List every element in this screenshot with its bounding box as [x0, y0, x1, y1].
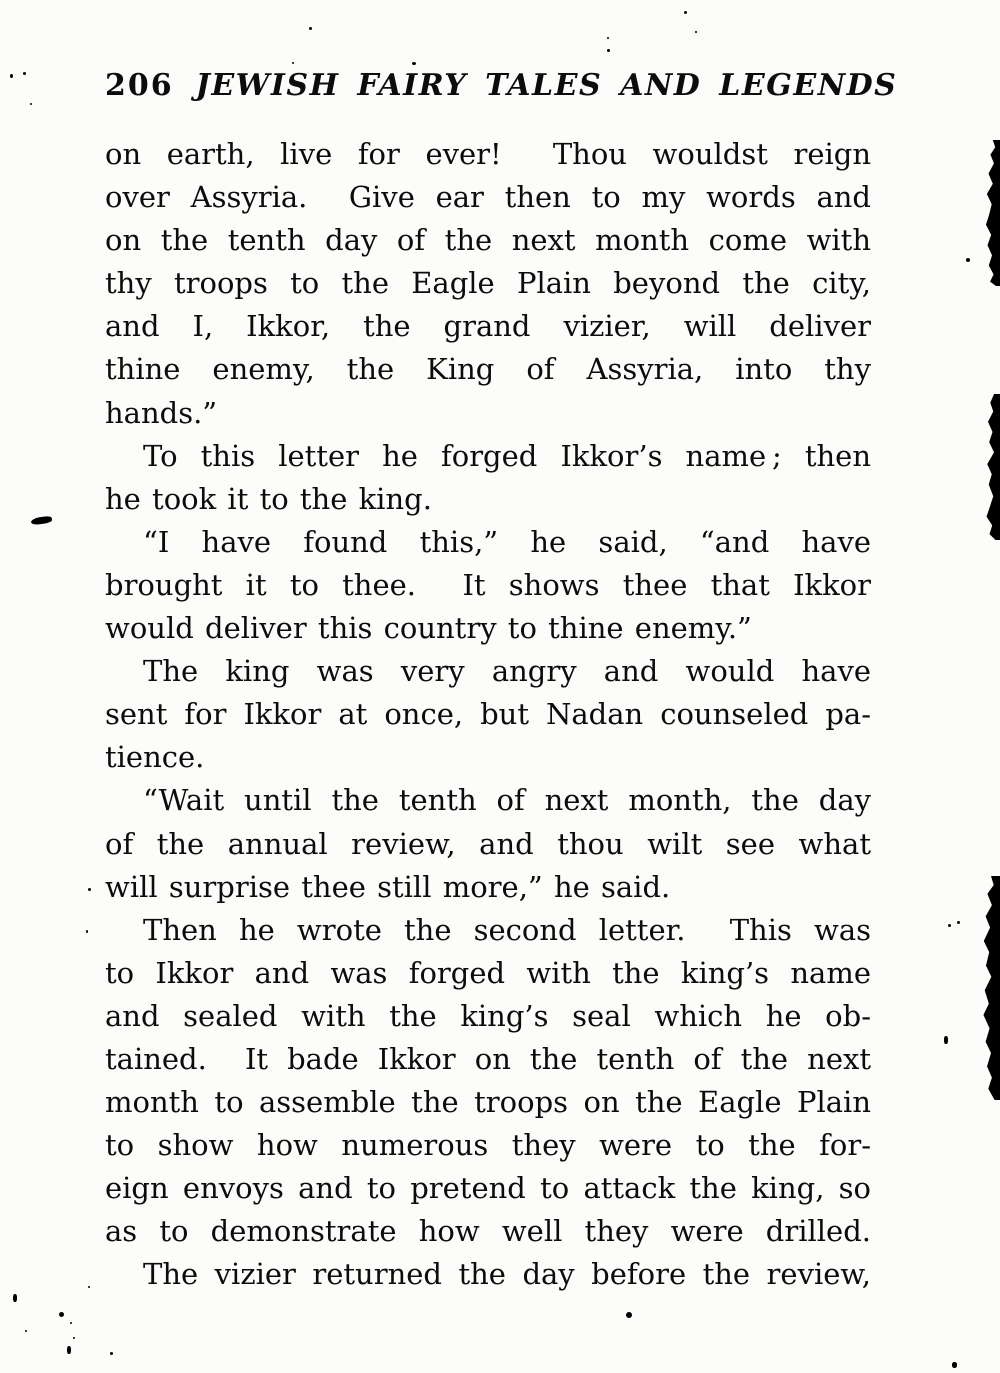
scan-speck: [626, 1312, 632, 1318]
scan-speck: [952, 1362, 957, 1368]
scan-streak-right-lower: [982, 876, 1000, 1100]
scan-streak-right-middle: [985, 394, 1000, 540]
paragraph: [105, 521, 871, 650]
text-line: month to assemble the troops on the Eagle Plain: [105, 1085, 871, 1120]
text-line: and sealed with the king’s seal which he ob-: [105, 998, 871, 1033]
scan-speck: [607, 49, 610, 52]
scan-speck: [966, 258, 970, 262]
paragraph: [105, 779, 871, 908]
text-line: of the annual review, and thou wilt see what: [105, 826, 871, 861]
text-line: The vizier returned the day before the review,: [143, 1257, 871, 1292]
scan-speck: [607, 37, 609, 39]
running-head: [105, 68, 898, 103]
paragraph: [105, 909, 871, 1254]
scan-speck: [70, 1322, 72, 1324]
text-line: on the tenth day of the next month come with: [105, 223, 871, 258]
text-line: will surprise thee still more,” he said.: [105, 869, 671, 904]
scan-speck: [30, 103, 32, 105]
scan-speck: [957, 921, 960, 924]
scan-streak-right-top: [984, 140, 1000, 286]
scan-speck: [10, 74, 13, 78]
text-line: would deliver this country to thine enemy.”: [105, 611, 752, 646]
text-line: Then he wrote the second letter. This was: [143, 912, 871, 947]
paragraph: [105, 133, 871, 435]
scan-speck: [88, 1286, 90, 1288]
scan-speck: [412, 62, 416, 65]
scan-speck: [292, 62, 294, 64]
scan-speck: [25, 1330, 27, 1332]
text-line: eign envoys and to pretend to attack the king, so: [105, 1171, 871, 1206]
scan-speck: [67, 1346, 71, 1354]
text-line: To this letter he forged Ikkor’s name ; then: [143, 438, 871, 473]
text-line: over Assyria. Give ear then to my words and: [105, 180, 871, 215]
book-title: JEWISH FAIRY TALES AND LEGENDS: [195, 68, 898, 103]
paragraph: [105, 1253, 871, 1296]
scan-speck: [86, 930, 88, 933]
text-line: “I have found this,” he said, “and have: [143, 524, 871, 559]
text-line: he took it to the king.: [105, 481, 432, 516]
text-line: on earth, live for ever! Thou wouldst reign: [105, 137, 871, 171]
scan-speck: [59, 1312, 64, 1317]
scan-speck: [944, 1036, 948, 1044]
scan-speck: [88, 888, 91, 891]
scan-speck: [73, 1337, 75, 1339]
text-line: The king was very angry and would have: [143, 654, 871, 689]
text-line: brought it to thee. It shows thee that Ikkor: [105, 567, 871, 602]
scan-speck: [695, 31, 697, 33]
scan-smudge-left-margin: [31, 516, 53, 526]
scan-speck: [948, 924, 951, 927]
scan-speck: [309, 27, 312, 30]
scan-speck: [110, 1352, 113, 1355]
scan-speck: [13, 1294, 17, 1302]
text-line: and I, Ikkor, the grand vizier, will deliver: [105, 309, 871, 344]
text-line: as to demonstrate how well they were drilled.: [105, 1214, 871, 1249]
text-line: “Wait until the tenth of next month, the day: [143, 783, 871, 818]
page-number: 206: [105, 68, 174, 103]
text-line: thy troops to the Eagle Plain beyond the city,: [105, 266, 871, 301]
text-line: thine enemy, the King of Assyria, into thy: [105, 352, 871, 387]
text-line: hands.”: [105, 395, 218, 430]
scan-speck: [23, 72, 26, 75]
text-block: [105, 133, 871, 1297]
scan-speck: [684, 11, 687, 14]
text-line: tained. It bade Ikkor on the tenth of the next: [105, 1041, 871, 1076]
text-line: tience.: [105, 740, 205, 775]
paragraph: [105, 650, 871, 779]
text-line: to show how numerous they were to the for-: [105, 1128, 871, 1163]
text-line: to Ikkor and was forged with the king’s name: [105, 955, 871, 990]
paragraph: [105, 435, 871, 521]
text-line: sent for Ikkor at once, but Nadan counseled pa-: [105, 697, 871, 732]
